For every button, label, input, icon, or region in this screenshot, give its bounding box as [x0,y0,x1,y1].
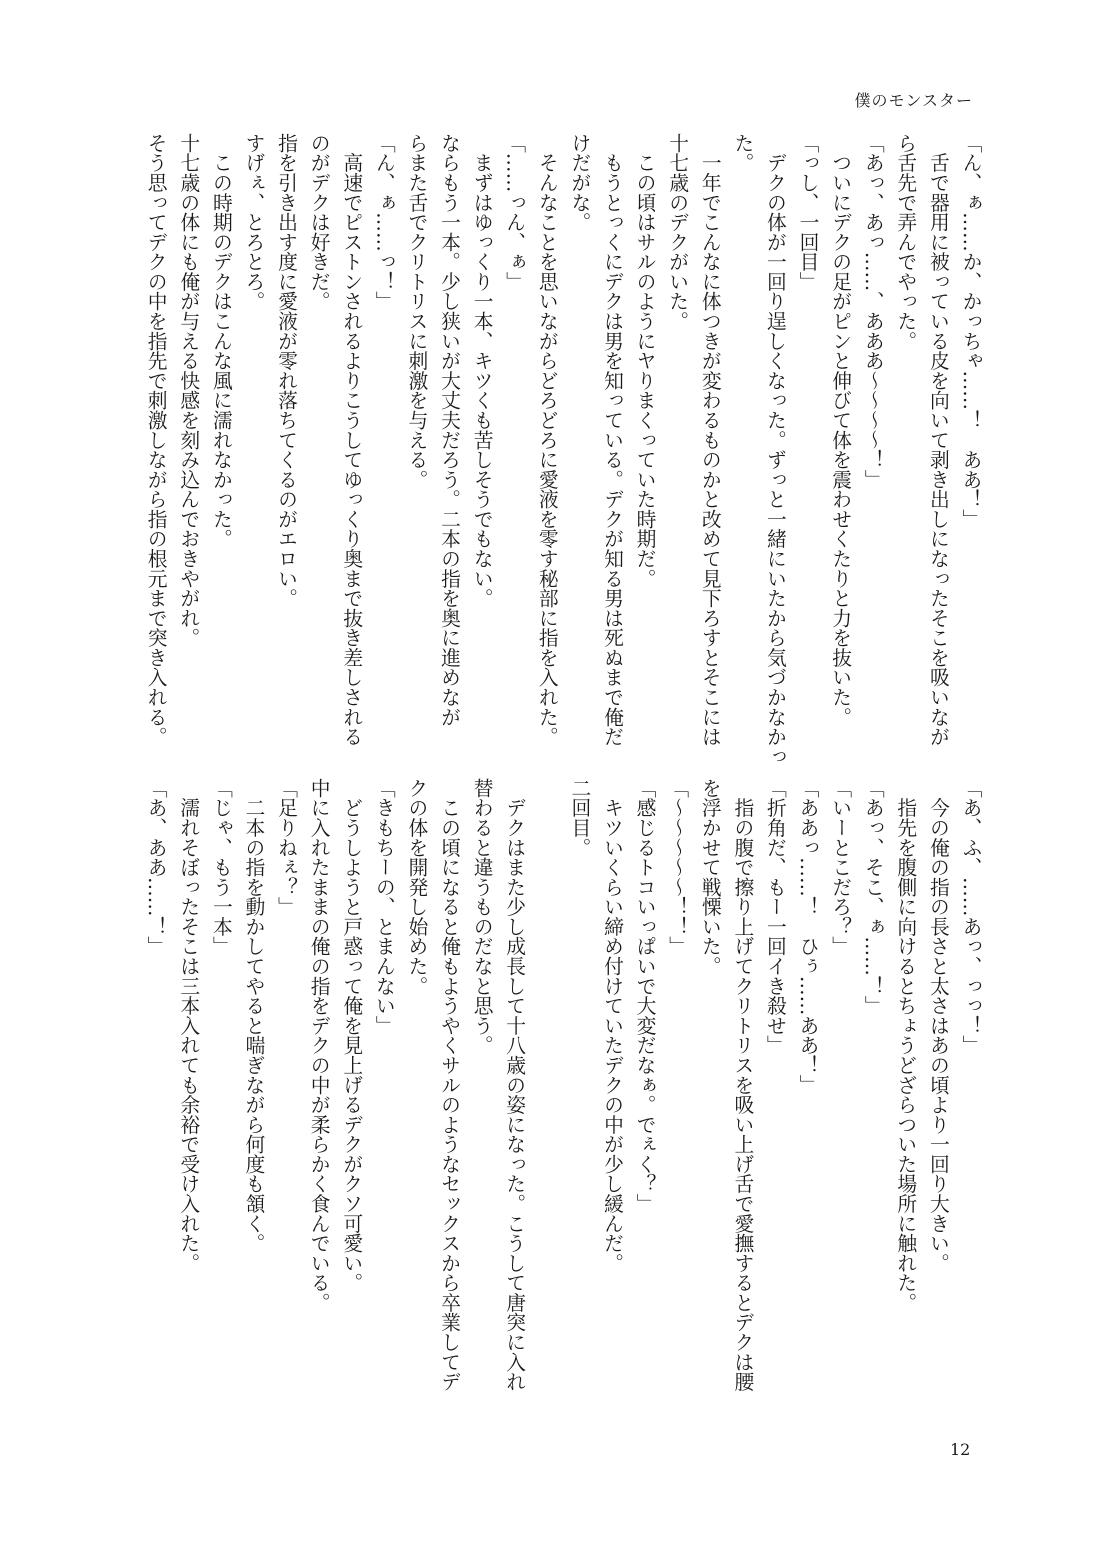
text-line: のがデクは好きだ。 [307,133,331,312]
text-line: クの体を開発し始めた。 [404,778,428,996]
text-line: デクの体が一回り逞しくなった。ずっと一緒にいたから気づかなかっ [763,133,787,767]
text-line: そう思ってデクの中を指先で刺激しながら指の根元まで突き入れる。 [144,133,168,747]
text-line: 二回目。 [567,778,591,858]
text-line: ならもう一本。少し狭いが大丈夫だろう。二本の指を奥に進めなが [437,133,461,727]
text-line: 指を引き出す度に愛液が零れ落ちてくるのがエロい。 [274,133,298,608]
text-line: 指の腹で擦り上げてクリトリスを吸い上げ舌で愛撫するとデクは腰 [730,778,754,1392]
text-line: 「ん、ぁ……か、かっちゃ……！ ああ！」 [959,133,982,529]
text-block-bottom [136,778,986,1418]
text-line: 一年でこんなに体つきが変わるものかと改めて見下ろすとそこには [698,133,722,747]
text-line: 十七歳の体にも俺が与える快感を刻み込んでおきやがれ。 [176,133,200,648]
text-line: 「っし、一回目」 [796,133,820,292]
text-line: ら舌先で弄んでやった。 [893,133,917,351]
page-number: 12 [950,1440,971,1459]
text-line: もうとっくにデクは男を知っている。デクが知る男は死ぬまで俺だ [600,133,624,747]
text-line: そんなことを思いながらどろどろに愛液を零す秘部に指を入れた。 [535,133,559,747]
running-head-title: 僕のモンスター [854,91,973,110]
text-line: 「じゃ、もう一本」 [209,778,233,957]
text-line: 「ん、ぁ……っ！」 [372,133,396,312]
text-line: ついにデクの足がピンと伸びて体を震わせくたりと力を抜いた。 [828,133,852,727]
text-line: た。 [730,133,754,173]
text-line: どうしようと戸惑って俺を見上げるデクがクソ可愛い。 [339,778,363,1293]
text-line: 「きもちーの、とまんない」 [372,778,396,1036]
text-line: 「〜〜〜〜〜！！」 [665,778,689,957]
text-line: まずはゆっくり一本、キツくも苦しそうでもない。 [470,133,494,608]
text-line: 「あ、ふ、……あっ、っっ！」 [959,778,982,1056]
text-line: 「ああっ……！ ひぅ……ああ！」 [796,778,820,1095]
text-line: 替わると違うものだなと思う。 [470,778,494,1056]
text-line: 今の俺の指の長さと太さはあの頃より一回り大きい。 [926,778,950,1273]
text-line: 濡れそぼったそこは三本入れても余裕で受け入れた。 [176,778,200,1273]
text-line: 十七歳のデクがいた。 [665,133,689,331]
text-line: 「……っん、ぁ」 [502,133,526,292]
text-line: キツいくらい締め付けていたデクの中が少し緩んだ。 [600,778,624,1273]
text-line: らまた舌でクリトリスに刺激を与える。 [404,133,428,490]
text-line: 「あっ、あっ……、あああ〜〜〜〜！」 [861,133,885,490]
text-line: 舌で器用に被っている皮を向いて剥き出しになったそこを吸いなが [926,133,950,747]
text-line: 「いーとこだろ？」 [828,778,852,957]
text-line: この頃になると俺もようやくサルのようなセックスから卒業してデ [437,778,461,1392]
text-line: を浮かせて戦慄いた。 [698,778,722,976]
text-line: 中に入れたままの俺の指をデクの中が柔らかく食んでいる。 [307,778,331,1313]
text-line: この頃はサルのようにヤりまくっていた時期だ。 [633,133,657,589]
text-line: 指先を腹側に向けるとちょうどざらついた場所に触れた。 [893,778,917,1313]
text-line: この時期のデクはこんな風に濡れなかった。 [209,133,233,549]
text-line: 二本の指を動かしてやると喘ぎながら何度も頷く。 [241,778,265,1253]
text-line [530,778,563,1418]
text-line: 「感じるトコいっぱいで大変だなぁ。でぇく？」 [633,778,657,1214]
text-line: 「あ、ああ……！」 [144,778,168,957]
text-line: けだがな。 [567,133,591,232]
text-line: 「足りねぇ？」 [274,778,298,917]
text-block-top [136,133,986,767]
text-line: デクはまた少し成長して十八歳の姿になった。こうして唐突に入れ [502,778,526,1392]
text-line: 高速でピストンされるよりこうしてゆっくり奥まで抜き差しされる [339,133,363,747]
text-line: すげぇ、とろとろ。 [241,133,265,312]
text-line: 「あっ、そこ、ぁ……！」 [861,778,885,1016]
text-line: 「折角だ、もー一回イき殺せ」 [763,778,787,1056]
